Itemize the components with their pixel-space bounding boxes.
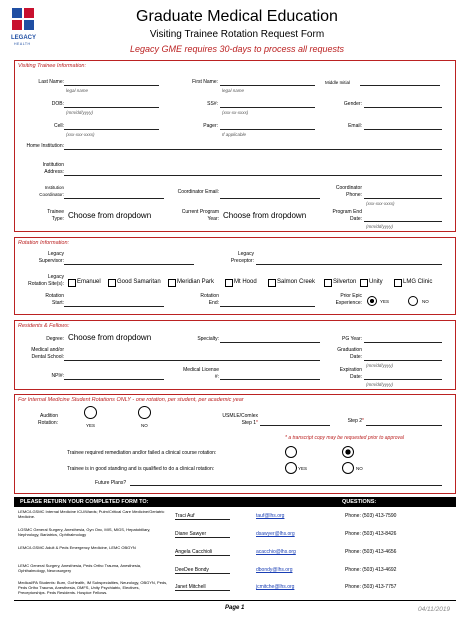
site-checkbox-7[interactable] [394, 279, 402, 287]
legacy-supervisor-field[interactable] [64, 264, 194, 265]
prior-epic-label-1: Prior Epic [340, 293, 362, 299]
first-name-label: First Name: [192, 79, 218, 85]
license-field[interactable] [220, 379, 320, 380]
usmle-label-2 [210, 420, 258, 426]
rotation-info-section [14, 237, 456, 315]
contact-name: Angela Cacchioli [175, 549, 213, 555]
last-name-label: Last Name: [38, 79, 64, 85]
remediation-yes-radio[interactable] [285, 446, 297, 458]
legacy-preceptor-field[interactable] [256, 264, 442, 265]
contact-phone: Phone: (503) 413-4692 [345, 567, 397, 573]
home-institution-label: Home Institution: [26, 143, 64, 149]
contact-email-link[interactable]: tauf@lhs.org [256, 513, 285, 519]
institution-coordinator-label-1: Institution [44, 185, 64, 190]
prior-epic-label-2: Experience: [335, 300, 362, 306]
site-label-2: Meridian Park [177, 279, 215, 285]
contact-email-link[interactable]: dbondy@lhs.org [256, 567, 293, 573]
legacy-supervisor-label-2: Supervisor: [38, 258, 64, 264]
program-end-field[interactable] [364, 221, 442, 222]
current-program-year-label-2: Year: [207, 216, 219, 222]
coordinator-email-field[interactable] [220, 198, 320, 199]
contact-name: Janet Mitchell [175, 584, 206, 590]
ssn-hint: (xxx-xx-xxxx) [222, 110, 249, 115]
usmle-step1-text: Step 1 [241, 420, 257, 426]
usmle-star: * [256, 420, 258, 426]
contact-description: Medical/PA Students: Burn, GoHealth, IM Subspecialties, Neurology, OBGYN, Peds, Peds Ortho Trauma, Anesthesia, OMFS, Unity Psychiatric, Electives, Preceptorships. Peds Residents. Hospice Fellows. [18, 580, 168, 595]
page-title: Graduate Medical Education [136, 8, 338, 25]
graduation-label-1: Graduation [337, 347, 362, 353]
npi-label: NPI#: [51, 373, 64, 379]
site-label-6: Unity [369, 279, 383, 285]
current-program-year-label-1: Current Program [181, 209, 219, 215]
legacy-preceptor-label-2: Preceptor: [230, 258, 254, 264]
site-checkbox-1[interactable] [108, 279, 116, 287]
middle-initial-field[interactable] [360, 85, 440, 86]
good-standing-no-label: NO [356, 466, 363, 471]
institution-address-field[interactable] [64, 175, 442, 176]
institution-address-label-1: Institution [42, 162, 64, 168]
contacts-header-right: QUESTIONS: [342, 499, 377, 505]
future-plans-label: Future Plans? [95, 480, 127, 486]
step2-star: * [362, 418, 364, 424]
site-label-7: LMG Clinic [403, 279, 433, 285]
page-subtitle: Visiting Trainee Rotation Request Form [149, 29, 325, 40]
school-label-2: Dental School: [31, 354, 64, 360]
expiration-label-2: Date: [350, 374, 362, 380]
specialty-label: Specialty: [197, 336, 219, 342]
contact-name-line [175, 519, 230, 520]
legacy-preceptor-label-1: Legacy [237, 251, 254, 257]
degree-dropdown[interactable]: Choose from dropdown [68, 333, 152, 342]
audition-label-2: Rotation: [38, 420, 59, 426]
site-label-0: Emanuel [77, 279, 101, 285]
residents-heading: Residents & Fellows: [18, 323, 70, 329]
page-number: Page 1 [225, 605, 245, 611]
ssn-field[interactable] [220, 107, 315, 108]
audition-no-radio[interactable] [138, 406, 151, 419]
program-end-hint: (mm/dd/yyyy) [366, 224, 393, 229]
dob-field[interactable] [64, 107, 159, 108]
license-label-1: Medical License [183, 367, 219, 373]
npi-field[interactable] [64, 379, 164, 380]
cell-hint: (xxx-xxx-xxxx) [66, 132, 95, 137]
contact-phone: Phone: (503) 413-4656 [345, 549, 397, 555]
audition-yes-radio[interactable] [84, 406, 97, 419]
institution-coordinator-field[interactable] [64, 198, 164, 199]
site-checkbox-4[interactable] [268, 279, 276, 287]
contact-name-line [175, 590, 230, 591]
rotation-end-label-2: End: [208, 300, 219, 306]
coordinator-phone-hint: (xxx-xxx-xxxx) [366, 201, 395, 206]
school-field[interactable] [64, 360, 320, 361]
gender-field[interactable] [364, 107, 442, 108]
contact-description: LEMC General Surgery, Anesthesia, Peds Ortho Trauma, Anesthesia, Ophthalmology, Neurosurgery [18, 563, 142, 573]
legal-name-hint-2: legal name [222, 88, 245, 93]
contact-email-link[interactable]: dsawyer@lhs.org [256, 531, 295, 537]
contact-name-line [175, 573, 230, 574]
site-label-1: Good Samaritan [117, 279, 161, 285]
rotation-end-label-1: Rotation [200, 293, 219, 299]
home-institution-field[interactable] [64, 149, 442, 150]
legal-name-hint-1: legal name [66, 88, 89, 93]
email-label: Email: [348, 123, 362, 129]
contact-phone: Phone: (503) 413-7590 [345, 513, 397, 519]
logo-sub: HEALTH [14, 42, 31, 46]
site-label-3: Mt Hood [234, 279, 257, 285]
dob-hint: (mm/dd/yyyy) [66, 110, 93, 115]
last-name-field[interactable] [64, 85, 159, 86]
footer-date: 04/11/2019 [418, 606, 451, 613]
students-section [14, 394, 456, 494]
good-standing-question: Trainee is in good standing and is qualified to do a clinical rotation: [67, 466, 215, 472]
students-heading: For Internal Medicine Student Rotations ONLY - one rotation, per student, per academic year [18, 397, 244, 403]
school-label-1: Medical and/or [31, 347, 64, 353]
coordinator-phone-label-1: Coordinator [335, 185, 362, 191]
prior-epic-yes-radio[interactable] [367, 296, 377, 306]
site-checkbox-6[interactable] [360, 279, 368, 287]
rotation-start-field[interactable] [64, 306, 164, 307]
ssn-label: SS#: [207, 101, 218, 107]
current-program-year-dropdown[interactable]: Choose from dropdown [223, 211, 307, 220]
institution-coordinator-label-2: Coordinator: [39, 192, 64, 197]
logo-text: LEGACY [11, 35, 37, 41]
site-checkbox-5[interactable] [324, 279, 332, 287]
site-checkbox-0[interactable] [68, 279, 76, 287]
expiration-field[interactable] [364, 379, 442, 380]
contact-phone: Phone: (503) 413-7757 [345, 584, 397, 590]
audition-label-1: Audition [40, 413, 59, 419]
prior-epic-no-radio[interactable] [408, 296, 418, 306]
footer-rule [14, 600, 456, 601]
rotation-sites-label-1: Legacy [47, 274, 64, 280]
contact-description: LEMC/LGSMC Adult & Peds Emergency Medicine, LEMC OBGYN [18, 545, 136, 550]
trainee-type-label-1: Trainee [47, 209, 64, 215]
usmle-step1-field[interactable] [260, 425, 330, 426]
degree-label: Degree: [46, 336, 64, 342]
trainee-type-dropdown[interactable]: Choose from dropdown [68, 211, 152, 220]
trainee-type-label-2: Type: [51, 216, 64, 222]
rotation-start-label-2: Start: [52, 300, 64, 306]
rotation-end-field[interactable] [220, 306, 315, 307]
program-end-label-1: Program End [332, 209, 362, 215]
cell-field[interactable] [64, 129, 159, 130]
future-plans-field[interactable] [130, 485, 442, 486]
institution-address-label-2: Address: [44, 169, 64, 175]
pager-label: Pager: [203, 123, 218, 129]
rotation-start-label-1: Rotation [45, 293, 64, 299]
pg-year-field[interactable] [364, 342, 442, 343]
step2-label [338, 418, 364, 424]
middle-initial-label: Middle Initial [325, 80, 351, 85]
contact-description: LEMC/LGSMC Internal Medicine ICU/Wards; Pulm/Critical Care Medicine/Geriatric Medicine. [18, 509, 165, 519]
gender-label: Gender: [343, 101, 362, 107]
contact-name: Traci Auf [175, 513, 195, 519]
graduation-label-2: Date: [350, 354, 362, 360]
contact-name: Diane Sawyer [175, 531, 207, 537]
usmle-label-1: USMLE/Comlex [222, 413, 258, 419]
rotation-info-heading: Rotation Information: [18, 240, 70, 246]
expiration-label-1: Expiration [339, 367, 362, 373]
contacts-header-left: PLEASE RETURN YOUR COMPLETED FORM TO: [20, 499, 149, 505]
site-label-4: Salmon Creek [277, 279, 316, 285]
step2-field[interactable] [366, 425, 442, 426]
site-label-5: Silverton [333, 279, 357, 285]
prior-epic-no-label: NO [422, 299, 429, 304]
good-standing-yes-radio[interactable] [285, 462, 297, 474]
audition-no-label: NO [141, 423, 148, 428]
legacy-supervisor-label-1: Legacy [47, 251, 64, 257]
license-label-2: #: [214, 374, 219, 380]
contact-email-link[interactable]: jcmitche@lhs.org [256, 584, 295, 590]
site-checkbox-2[interactable] [168, 279, 176, 287]
trainee-info-heading: Visiting Trainee Information: [18, 63, 86, 69]
pager-field[interactable] [220, 129, 315, 130]
processing-notice: Legacy GME requires 30-days to process all requests [129, 44, 345, 54]
graduation-field[interactable] [364, 360, 442, 361]
coordinator-email-label: Coordinator Email: [177, 189, 219, 195]
good-standing-no-radio[interactable] [342, 462, 354, 474]
pager-hint: If applicable [222, 132, 247, 137]
graduation-hint: (mm/dd/yyyy) [366, 363, 393, 368]
good-standing-yes-label: YES [298, 466, 308, 471]
prior-epic-yes-label: YES [380, 299, 390, 304]
audition-yes-label: YES [86, 423, 96, 428]
remediation-question: Trainee required remediation and/or failed a clinical course rotation: [67, 450, 217, 456]
transcript-note: * a transcript copy may be requested prior to approval [285, 435, 404, 441]
coordinator-phone-label-2: Phone: [346, 192, 362, 198]
pg-year-label: PG Year: [341, 336, 362, 342]
step2-text: Step 2 [347, 418, 363, 424]
email-field[interactable] [364, 129, 442, 130]
contact-name: DeeDee Bondy [175, 567, 209, 573]
rotation-sites-label-2: Rotation Site(s): [28, 281, 64, 287]
coordinator-phone-field[interactable] [364, 198, 442, 199]
site-checkbox-3[interactable] [225, 279, 233, 287]
dob-label: DOB: [51, 101, 64, 107]
program-end-label-2: Date: [350, 216, 362, 222]
contact-name-line [175, 537, 230, 538]
contact-name-line [175, 555, 230, 556]
contact-description: LGSMC General Surgery, Anesthesia, Gyn Onc, MIS, MIGS, Hepatobiliary, Nephrology, Bariatrics, Ophthalmology [18, 527, 151, 537]
specialty-field[interactable] [220, 342, 320, 343]
contact-email-link[interactable]: acacchio@lhs.org [256, 549, 296, 555]
first-name-field[interactable] [220, 85, 315, 86]
remediation-no-radio[interactable] [342, 446, 354, 458]
expiration-hint: (mm/dd/yyyy) [366, 382, 393, 387]
contact-phone: Phone: (503) 413-8426 [345, 531, 397, 537]
cell-label: Cell: [53, 123, 64, 129]
